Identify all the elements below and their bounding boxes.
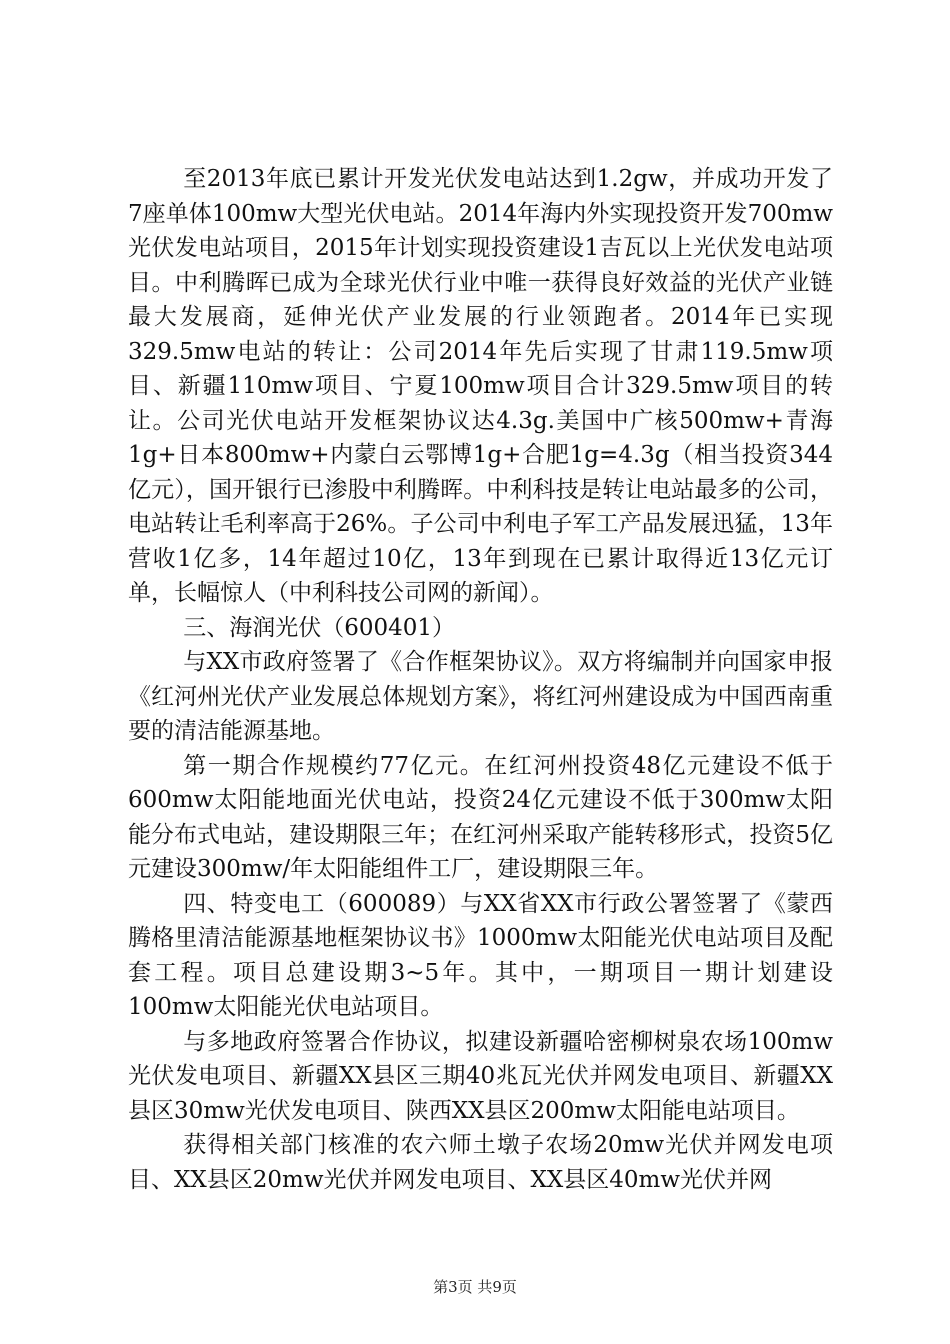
paragraph-hairun-agreement: 与XX市政府签署了《合作框架协议》。双方将编制并向国家申报《红河州光伏产业发展总体规划方案》，将红河州建设成为中国西南重要的清洁能源基地。 (128, 649, 833, 744)
paragraph-tbea-agreement: 四、特变电工（600089）与XX省XX市行政公署签署了《蒙西腾格里清洁能源基地框架协议书》1000mw太阳能光伏电站项目及配套工程。项目总建设期3~5年。其中，一期项目一期计划建设100mw太阳能光伏电站项目。 (128, 890, 833, 1020)
paragraph-tbea-approved: 获得相关部门核准的农六师土墩子农场20mw光伏并网发电项目、XX县区20mw光伏并网发电项目、XX县区40mw光伏并网 (128, 1132, 833, 1193)
paragraph-hairun-phase-one: 第一期合作规模约77亿元。在红河州投资48亿元建设不低于600mw太阳能地面光伏电站，投资24亿元建设不低于300mw太阳能分布式电站，建设期限三年；在红河州采取产能转移形式，投资5亿元建设300mw/年太阳能组件工厂，建设期限三年。 (128, 752, 833, 882)
page-footer (0, 1276, 950, 1297)
paragraph-zhongli-tenghui: 至2013年底已累计开发光伏发电站达到1.2gw，并成功开发了7座单体100mw大型光伏电站。2014年海内外实现投资开发700mw光伏发电站项目，2015年计划实现投资建设1吉瓦以上光伏发电站项目。中利腾晖已成为全球光伏行业中唯一获得良好效益的光伏产业链最大发展商，延伸光伏产业发展的行业领跑者。2014年已实现329.5mw电站的转让：公司2014年先后实现了甘肃119.5mw项目、新疆110mw项目、宁夏100mw项目合计329.5mw项目的转让。公司光伏电站开发框架协议达4.3g.美国中广核500mw+青海1g+日本800mw+内蒙白云鄂博1g+合肥1g=4.3g（相当投资344亿元），国开银行已渗股中利腾晖。中利科技是转让电站最多的公司，电站转让毛利率高于26%。子公司中利电子军工产品发展迅猛，13年营收1亿多，14年超过10亿，13年到现在已累计取得近13亿元订单，长幅惊人（中利科技公司网的新闻）。 (128, 166, 833, 606)
page-number-label: 第3页 共9页 (433, 1278, 517, 1296)
paragraph-tbea-xinjiang: 与多地政府签署合作协议，拟建设新疆哈密柳树泉农场100mw光伏发电项目、新疆XX县区三期40兆瓦光伏并网发电项目、新疆XX县区30mw光伏发电项目、陕西XX县区200mw太阳能电站项目。 (128, 1028, 833, 1124)
section-heading-hairun: 三、海润光伏（600401） (183, 614, 455, 641)
document-body (128, 162, 833, 1197)
